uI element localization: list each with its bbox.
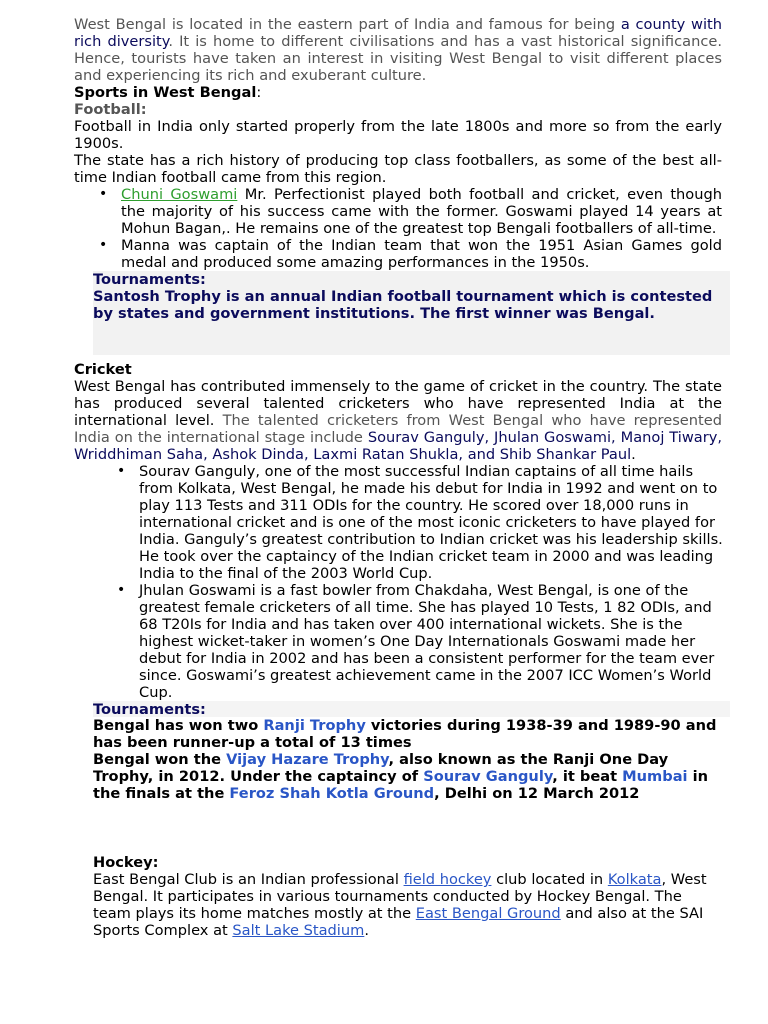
- sports-colon: :: [256, 84, 262, 101]
- mumbai-link[interactable]: Mumbai: [622, 768, 688, 785]
- kolkata-link[interactable]: Kolkata: [607, 871, 662, 888]
- football-tournaments-label: Tournaments:: [93, 271, 206, 288]
- vijay-text: Bengal won the: [93, 751, 227, 768]
- vijay-paragraph: [93, 751, 722, 802]
- hockey-text-4: and also at the SAI Sports Complex at: [93, 905, 704, 939]
- list-item-text: Mr. Perfectionist played both football and cricket, even though the majority of his success came with the former. Goswami played 14 years at Mohun Bagan,. He remains one of the greatest top Bengali footballers of all-time.: [121, 186, 722, 237]
- ranji-paragraph: [93, 717, 722, 751]
- intro-highlight: a county with rich diversity: [74, 16, 722, 50]
- sports-heading-line: [74, 84, 722, 101]
- ranji-text: Bengal has won two: [93, 717, 264, 734]
- vijay-text-4: in the finals at the: [93, 768, 709, 802]
- hockey-text-3: , West Bengal. It participates in various tournaments conducted by Hockey Bengal. The team plays its home matches mostly at the: [93, 871, 707, 922]
- cricket-tournaments-text: [93, 717, 722, 802]
- list-item-text: Manna was captain of the Indian team that won the 1951 Asian Games gold medal and produced some amazing performances in the 1950s.: [121, 237, 722, 271]
- list-item: • Jhulan Goswami is a fast bowler from Chakdaha, West Bengal, is one of the greatest female cricketers of all time. She has played 10 Tests, 1 82 ODIs, and 68 T20Is for India and has taken over 400 international wickets. She is the highest wicket-taker in women’s One Day Internationals Goswami made her debut for India in 2002 and has been a consistent performer for the team ever since. Goswami’s greatest achievement came in the 2007 ICC Women’s World Cup.: [139, 582, 730, 701]
- east-bengal-ground-link[interactable]: East Bengal Ground: [415, 905, 561, 922]
- vijay-text-5: , Delhi on 12 March 2012: [434, 785, 640, 802]
- hockey-text-2: club located in: [491, 871, 608, 888]
- vijay-text-2: , also known as the Ranji One Day Trophy, in 2012. Under the captaincy of: [93, 751, 669, 785]
- cricket-period: .: [631, 446, 636, 463]
- football-paragraph-2: The state has a rich history of producing top class footballers, as some of the best all-time Indian football came from this region.: [74, 152, 722, 186]
- cricket-heading: Cricket: [74, 361, 132, 378]
- sports-heading: Sports in West Bengal: [74, 84, 257, 101]
- football-paragraph-1: Football in India only started properly from the late 1800s and more so from the early 1900s.: [74, 118, 722, 152]
- spacer: [74, 802, 722, 854]
- hockey-heading: Hockey:: [93, 854, 159, 871]
- field-hockey-link[interactable]: field hockey: [403, 871, 492, 888]
- feroz-shah-kotla-link[interactable]: Feroz Shah Kotla Ground: [229, 785, 435, 802]
- cricket-text-gray: The talented cricketers from West Bengal who have represented India on the international stage include: [74, 412, 723, 446]
- list-item: [121, 186, 722, 237]
- football-tournaments-text: Santosh Trophy is an annual Indian football tournament which is contested by states and government institutions. The first winner was Bengal.: [93, 288, 713, 322]
- cricket-tournaments-label: Tournaments:: [93, 701, 206, 718]
- hockey-section: [93, 854, 722, 939]
- intro-text-rest: . It is home to different civilisations and has a vast historical significance. Hence, tourists have taken an interest in visiting West Bengal to visit different places and experiencing its rich and exuberant culture.: [74, 33, 722, 84]
- intro-paragraph: [74, 16, 722, 84]
- list-item: • Sourav Ganguly, one of the most successful Indian captains of all time hails from Kolkata, West Bengal, he made his debut for India in 1992 and went on to play 113 Tests and 311 ODIs for the country. He scored over 18,000 runs in international cricket and is one of the most iconic cricketers to have played for India. Ganguly’s greatest contribution to Indian cricket was his leadership skills. He took over the captaincy of the Indian cricket team in 2000 and was leading India to the final of the 2003 World Cup.: [139, 463, 730, 582]
- football-list: [74, 186, 722, 271]
- vijay-text-3: , it beat: [552, 768, 623, 785]
- intro-text: West Bengal is located in the eastern part of India and famous for being: [74, 16, 621, 33]
- ranji-trophy-link[interactable]: Ranji Trophy: [263, 717, 366, 734]
- chuni-goswami-link[interactable]: Chuni Goswami: [121, 186, 238, 203]
- hockey-text: East Bengal Club is an Indian professional: [93, 871, 404, 888]
- cricket-players: Sourav Ganguly, Jhulan Goswami, Manoj Tiwary, Wriddhiman Saha, Ashok Dinda, Laxmi Ratan Shukla, and Shib Shankar Paul: [74, 429, 722, 463]
- salt-lake-stadium-link[interactable]: Salt Lake Stadium: [232, 922, 365, 939]
- ranji-text-rest: victories during 1938-39 and 1989-90 and has been runner-up a total of 13 times: [93, 717, 717, 751]
- sourav-ganguly-link[interactable]: Sourav Ganguly: [423, 768, 553, 785]
- cricket-tournaments-box: [93, 701, 730, 717]
- hockey-text-5: .: [364, 922, 369, 939]
- football-heading: Football:: [74, 101, 147, 118]
- hockey-paragraph: [93, 871, 722, 939]
- football-tournaments-box: [93, 271, 730, 355]
- cricket-list: [74, 463, 730, 701]
- vijay-hazare-link[interactable]: Vijay Hazare Trophy: [226, 751, 389, 768]
- list-item: [121, 237, 722, 271]
- cricket-text: West Bengal has contributed immensely to the game of cricket in the country. The state has produced several talented cricketers who have represented India at the international level.: [74, 378, 722, 429]
- cricket-paragraph: [74, 378, 722, 463]
